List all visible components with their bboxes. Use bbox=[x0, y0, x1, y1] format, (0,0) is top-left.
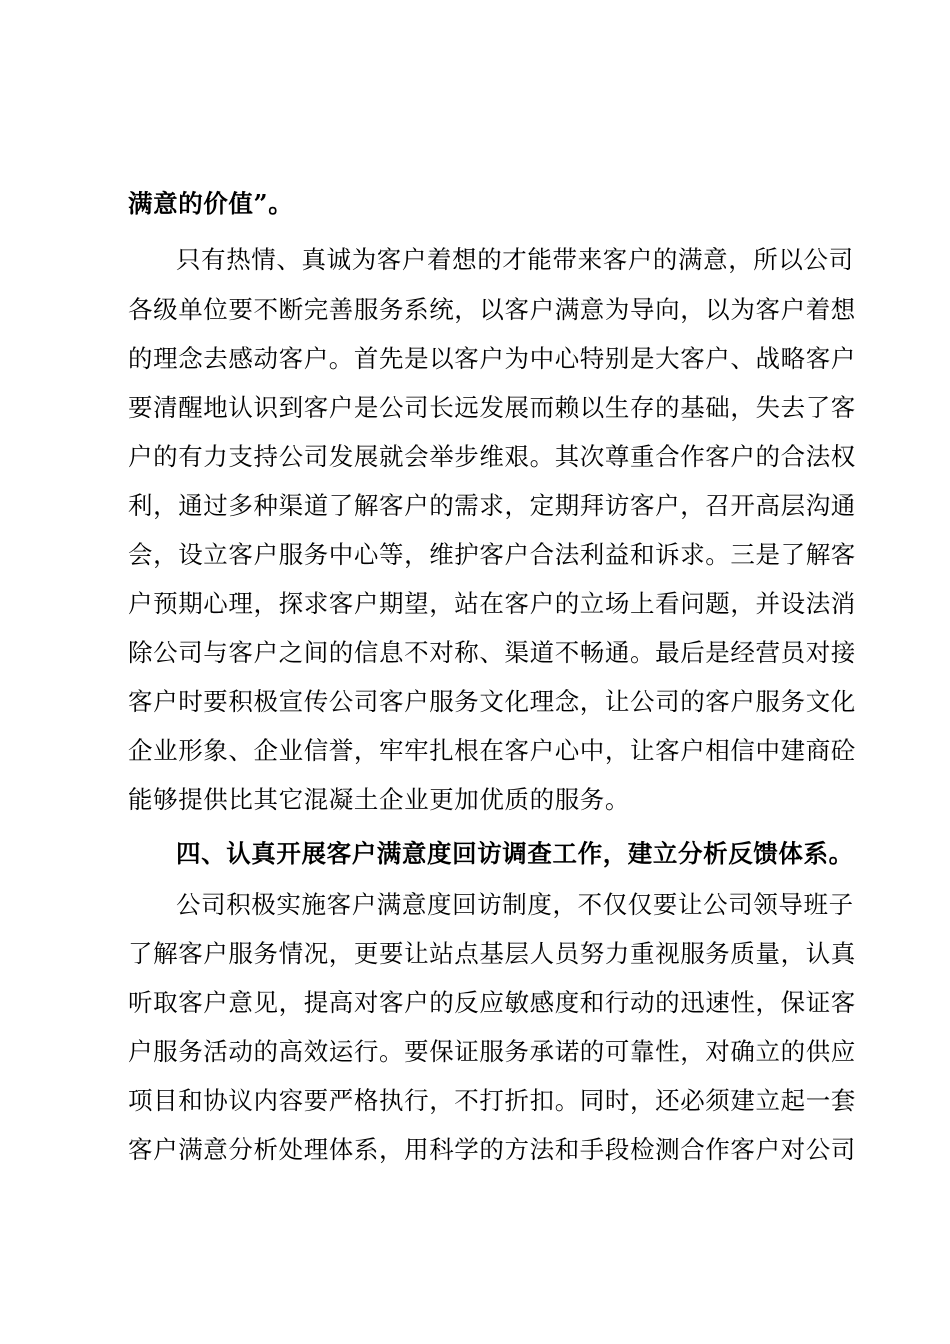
paragraph-1-line: 的理念去感动客户。首先是以客户为中心特别是大客户、战略客户 bbox=[128, 344, 856, 373]
paragraph-1-line: 只有热情、真诚为客户着想的才能带来客户的满意，所以公司 bbox=[176, 245, 854, 274]
opening-line: 满意的价值”。 bbox=[128, 189, 294, 218]
paragraph-2-line: 听取客户意见，提高对客户的反应敏感度和行动的迅速性，保证客 bbox=[128, 988, 856, 1017]
paragraph-1-line: 能够提供比其它混凝土企业更加优质的服务。 bbox=[128, 785, 630, 814]
paragraph-2-line: 户服务活动的高效运行。要保证服务承诺的可靠性，对确立的供应 bbox=[128, 1037, 856, 1066]
paragraph-1-line: 会，设立客户服务中心等，维护客户合法利益和诉求。三是了解客 bbox=[128, 540, 856, 569]
paragraph-1-line: 客户时要积极宣传公司客户服务文化理念，让公司的客户服务文化 bbox=[128, 687, 856, 716]
section-heading: 四、认真开展客户满意度回访调查工作，建立分析反馈体系。 bbox=[176, 839, 854, 868]
paragraph-1-line: 各级单位要不断完善服务系统，以客户满意为导向，以为客户着想 bbox=[128, 295, 856, 324]
paragraph-2-line: 公司积极实施客户满意度回访制度，不仅仅要让公司领导班子 bbox=[176, 890, 854, 919]
paragraph-2-line: 了解客户服务情况，更要让站点基层人员努力重视服务质量，认真 bbox=[128, 939, 856, 968]
paragraph-1-line: 要清醒地认识到客户是公司长远发展而赖以生存的基础，失去了客 bbox=[128, 393, 856, 422]
paragraph-1-line: 除公司与客户之间的信息不对称、渠道不畅通。最后是经营员对接 bbox=[128, 638, 856, 667]
paragraph-1-line: 企业形象、企业信誉，牢牢扎根在客户心中，让客户相信中建商砼 bbox=[128, 736, 856, 765]
paragraph-2-line: 客户满意分析处理体系，用科学的方法和手段检测合作客户对公司 bbox=[128, 1135, 856, 1164]
paragraph-2-line: 项目和协议内容要严格执行，不打折扣。同时，还必须建立起一套 bbox=[128, 1086, 856, 1115]
paragraph-1-line: 户的有力支持公司发展就会举步维艰。其次尊重合作客户的合法权 bbox=[128, 442, 856, 471]
paragraph-1-line: 利，通过多种渠道了解客户的需求，定期拜访客户，召开高层沟通 bbox=[128, 491, 856, 520]
paragraph-1-line: 户预期心理，探求客户期望，站在客户的立场上看问题，并设法消 bbox=[128, 589, 856, 618]
